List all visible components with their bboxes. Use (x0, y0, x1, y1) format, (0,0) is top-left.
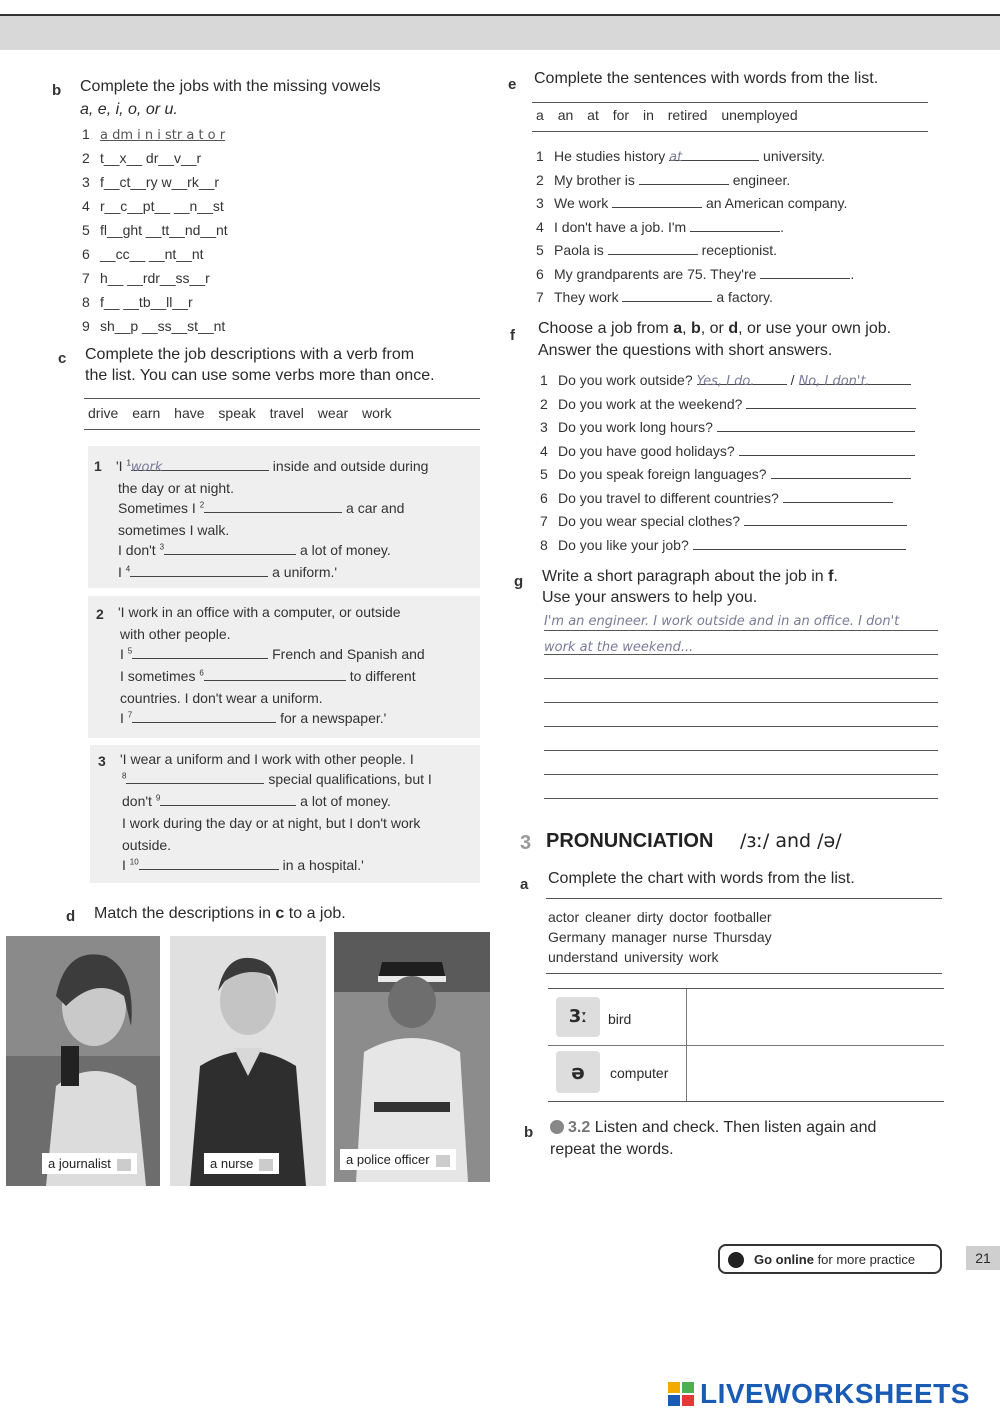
sentence-item-text: They work (554, 289, 623, 305)
sentence-item-number: 7 (536, 289, 544, 305)
sentence-item-text: I don't have a job. I'm (554, 218, 691, 235)
photo-police-officer (334, 932, 490, 1182)
sentence-gap-2[interactable] (639, 172, 729, 185)
box-3-line-3-text: don't (122, 793, 156, 809)
section-b-letter: b (52, 82, 62, 99)
word-at: at (587, 107, 599, 123)
bird-icon: 3ː (556, 997, 600, 1037)
pron-chart-answer-bird[interactable] (690, 993, 940, 1041)
pron-b-title-1 (550, 1117, 876, 1138)
gap-9-number: 9 (155, 793, 161, 803)
answer-separator: / (790, 372, 795, 388)
sentence-item-text: My brother is (554, 171, 639, 188)
vowel-item-word[interactable]: h__ __rdr__ss__r (100, 270, 210, 286)
sentence-item-4 (536, 219, 784, 235)
section-f-bold-d: d (728, 320, 739, 337)
box-1-line-2: the day or at night. (118, 480, 234, 496)
pron-chart-word-computer: computer (610, 1065, 669, 1081)
word-an: an (557, 107, 574, 123)
vowel-item-word[interactable]: fl__ght __tt__nd__nt (100, 222, 228, 238)
section-c-word-list (84, 398, 480, 430)
sentence-item-end: . (780, 218, 784, 235)
question-item-number: 6 (540, 489, 548, 506)
sentence-gap-6[interactable] (760, 266, 850, 279)
question-item-8 (540, 537, 906, 553)
answer-gap-4[interactable] (739, 443, 916, 456)
photo-label-nurse-text: a nurse (210, 1156, 254, 1171)
section-g-example-1: I'm an engineer. I work outside and in an office. I don't (544, 614, 900, 629)
box-1-line-5-text: I don't (118, 542, 160, 558)
gap-5-field[interactable] (132, 646, 268, 659)
section-g-title-bold: f (828, 568, 834, 585)
sentence-item-end: an American company. (702, 195, 848, 211)
vowel-item-number: 2 (82, 150, 90, 166)
question-item-7 (540, 513, 907, 529)
sentence-item-text: My grandparents are 75. They're (554, 265, 761, 282)
answer-gap-no[interactable] (798, 372, 911, 389)
question-item-text: Do you speak foreign languages? (558, 466, 767, 482)
box-3-line-6-end: in a hospital.' (282, 857, 364, 873)
pronunciation-title: PRONUNCIATION (546, 830, 714, 852)
box-1-line-1-end: inside and outside during (272, 458, 429, 474)
vowel-item-2 (82, 150, 201, 166)
photo-label-journalist-text: a journalist (48, 1156, 111, 1171)
sentence-item-1 (536, 148, 825, 164)
pron-a-title: Complete the chart with words from the list. (548, 870, 855, 887)
box-1-line-3-end: a car and (346, 500, 405, 516)
vowel-item-7 (82, 270, 210, 286)
vowel-item-8 (82, 294, 193, 310)
word-have: have (174, 405, 205, 421)
word-a: a (536, 107, 544, 123)
box-1-number: 1 (94, 458, 102, 474)
question-item-number: 1 (540, 372, 548, 388)
box-1-line-1 (116, 458, 428, 474)
question-item-number: 5 (540, 466, 548, 482)
pronunciation-number: 3 (520, 832, 532, 854)
vowel-item-number: 9 (82, 318, 90, 334)
description-box-2 (88, 596, 480, 738)
sentence-item-end: engineer. (728, 171, 791, 188)
section-c-title-2: the list. You can use some verbs more than once. (85, 367, 435, 384)
box-3-number: 3 (98, 753, 106, 769)
sentence-item-6 (536, 266, 854, 282)
section-e-title: Complete the sentences with words from the list. (534, 70, 879, 87)
photo-label-nurse (204, 1153, 279, 1174)
word-for: for (612, 107, 630, 123)
sentence-gap-4[interactable] (690, 219, 780, 232)
sentence-gap-1[interactable] (669, 148, 759, 165)
section-b-subtitle: a, e, i, o, or u. (80, 101, 178, 118)
vowel-item-number: 6 (82, 246, 90, 262)
box-1-line-6-text: I (118, 564, 126, 580)
box-1-line-6-end: a uniform.' (272, 564, 338, 580)
section-c-letter: c (58, 350, 67, 367)
pron-words-3: understand university work (548, 949, 719, 965)
sentence-item-end: university. (759, 148, 826, 164)
box-2-line-4-end: to different (349, 668, 416, 684)
box-1-line-1-text: 'I (116, 458, 127, 474)
pron-b-letter: b (524, 1124, 534, 1141)
section-g-title-end: . (833, 568, 838, 585)
question-item-6 (540, 490, 893, 506)
section-d-title (94, 903, 346, 924)
go-online-bold: Go online (754, 1252, 814, 1267)
question-item-1 (540, 372, 911, 388)
photo-label-journalist (42, 1153, 137, 1174)
box-2-line-6-text: I (120, 710, 128, 726)
section-f-title-end: , or use your own job. (738, 320, 892, 337)
sentence-item-number: 3 (536, 195, 544, 211)
sentence-item-3 (536, 195, 847, 211)
gap-6-field[interactable] (204, 668, 346, 681)
box-3-line-4: I work during the day or at night, but I don't work (122, 815, 421, 831)
pron-word-list (546, 898, 942, 974)
vowel-item-4 (82, 198, 224, 214)
gap-8-field[interactable] (126, 771, 264, 784)
sentence-item-number: 4 (536, 218, 544, 235)
word-in: in (642, 107, 654, 123)
word-earn: earn (132, 405, 161, 421)
section-e-word-list (532, 102, 928, 132)
audio-icon[interactable] (550, 1120, 564, 1134)
nurse-illustration (170, 936, 326, 1186)
question-item-number: 7 (540, 513, 548, 529)
word-travel: travel (269, 405, 304, 421)
pron-chart-row-bird (548, 989, 944, 1046)
answer-yes-example: Yes, I do. (696, 374, 755, 389)
answer-box-journalist[interactable] (117, 1159, 131, 1171)
gap-1-field[interactable] (130, 458, 269, 475)
section-g-title-1 (542, 566, 838, 587)
answer-gap-7[interactable] (744, 513, 906, 526)
gap-10-number: 10 (129, 857, 139, 867)
section-f-sep-1: , (682, 320, 691, 337)
answer-gap-8[interactable] (693, 537, 906, 550)
box-2-line-2: with other people. (120, 626, 231, 642)
box-2-number: 2 (96, 606, 104, 622)
pron-b-title-text: Listen and check. Then listen again and (590, 1119, 877, 1136)
box-2-line-4 (120, 668, 416, 684)
pron-b-title-2: repeat the words. (550, 1141, 674, 1158)
box-2-line-4-text: I sometimes (120, 668, 200, 684)
sentence-item-5 (536, 242, 777, 258)
question-item-text: Do you wear special clothes? (558, 513, 741, 529)
gap-7-number: 7 (127, 710, 133, 720)
answer-no-example: No, I don't. (798, 374, 870, 389)
box-2-line-3 (120, 646, 425, 662)
writing-line[interactable] (544, 726, 938, 727)
photo-label-police (340, 1149, 456, 1170)
page-header-band (0, 14, 1000, 50)
box-2-line-3-text: I (120, 646, 128, 662)
gap-3-number: 3 (159, 542, 165, 552)
box-1-line-4: sometimes I walk. (118, 522, 230, 538)
question-item-number: 3 (540, 419, 548, 435)
section-d-title-text: Match the descriptions in (94, 905, 276, 922)
vowel-item-number: 1 (82, 126, 90, 142)
box-2-line-5: countries. I don't wear a uniform. (120, 690, 323, 706)
vowel-item-3 (82, 174, 219, 190)
answer-gap-2[interactable] (746, 396, 916, 409)
sentence-item-number: 1 (536, 148, 544, 164)
section-e-letter: e (508, 76, 517, 93)
box-1-line-3 (118, 500, 404, 516)
word-wear: wear (317, 405, 349, 421)
computer-icon: ə (556, 1051, 600, 1093)
sentence-item-7 (536, 289, 773, 305)
gap-8-number: 8 (122, 771, 127, 781)
box-2-line-1: 'I work in an office with a computer, or outside (118, 604, 401, 620)
box-3-line-6-text: I (122, 857, 130, 873)
question-item-3 (540, 419, 915, 435)
section-f-bold-a: a (673, 320, 683, 337)
gap-5-number: 5 (127, 646, 133, 656)
pron-chart-answer-computer[interactable] (690, 1049, 940, 1095)
liveworksheets-logo-icon (668, 1382, 694, 1406)
box-3-line-6 (122, 857, 364, 873)
sentence-gap-7[interactable] (622, 289, 712, 302)
go-online-label (754, 1252, 915, 1267)
box-1-line-6 (118, 564, 337, 580)
pron-words-1: actor cleaner dirty doctor footballer (548, 909, 772, 925)
box-1-line-5-end: a lot of money. (299, 542, 391, 558)
section-g-title-2: Use your answers to help you. (542, 589, 758, 606)
cursor-icon (728, 1252, 744, 1268)
vowel-item-number: 7 (82, 270, 90, 286)
vowel-item-word[interactable]: __cc__ __nt__nt (100, 246, 204, 262)
vowel-item-6 (82, 246, 204, 262)
gap-4-field[interactable] (130, 564, 268, 577)
answer-box-police[interactable] (436, 1155, 450, 1167)
sentence-item-end: . (850, 265, 855, 282)
sentence-item-2 (536, 172, 790, 188)
answer-gap-3[interactable] (717, 419, 915, 432)
go-online-rest: for more practice (813, 1252, 916, 1267)
box-1-line-3-text: Sometimes I (118, 500, 200, 516)
question-item-text: Do you work at the weekend? (558, 395, 743, 412)
answer-box-nurse[interactable] (259, 1159, 273, 1171)
gap-1-answer: work (130, 460, 163, 475)
box-3-line-2 (122, 771, 432, 787)
word-drive: drive (88, 405, 119, 421)
writing-line[interactable] (544, 678, 938, 679)
vowel-item-word[interactable]: f__ct__ry w__rk__r (100, 174, 220, 190)
sentence-item-text: Paola is (554, 242, 608, 258)
photo-journalist (6, 936, 160, 1186)
section-d-title-bold: c (275, 905, 285, 922)
section-f-letter: f (510, 327, 515, 344)
box-3-line-5: outside. (122, 837, 172, 853)
photo-nurse (170, 936, 326, 1186)
question-item-text: Do you work long hours? (558, 419, 713, 435)
section-d-title-end: to a job. (284, 905, 346, 922)
vowel-item-word[interactable]: r__c__pt__ __n__st (100, 198, 224, 214)
sentence-item-number: 2 (536, 171, 544, 188)
answer-gap-yes[interactable] (696, 372, 787, 389)
answer-gap-6[interactable] (783, 490, 893, 503)
writing-line[interactable] (544, 750, 938, 751)
description-box-3 (90, 745, 480, 883)
box-2-line-6 (120, 710, 386, 726)
gap-2-number: 2 (199, 500, 205, 510)
sentence-gap-3[interactable] (612, 195, 702, 208)
vowel-item-word[interactable]: f__ __tb__ll__r (100, 294, 193, 310)
section-b-title: Complete the jobs with the missing vowels (80, 78, 381, 95)
question-item-text: Do you work outside? (558, 372, 693, 388)
vowel-item-word[interactable]: t__x__ dr__v__r (100, 150, 202, 166)
pron-chart (548, 988, 944, 1102)
sentence-gap-answer: at (669, 150, 683, 165)
gap-3-field[interactable] (164, 542, 296, 555)
vowel-item-word[interactable]: sh__p __ss__st__nt (100, 318, 226, 334)
gap-1-number: 1 (126, 458, 131, 468)
vowel-item-1 (82, 126, 225, 143)
go-online-button[interactable] (718, 1244, 942, 1274)
pron-a-letter: a (520, 876, 529, 893)
vowel-item-number: 8 (82, 294, 90, 310)
section-f-title-text: Choose a job from (538, 320, 674, 337)
gap-4-number: 4 (125, 564, 131, 574)
question-item-4 (540, 443, 915, 459)
photo-label-police-text: a police officer (346, 1152, 430, 1167)
section-f-title-2: Answer the questions with short answers. (538, 342, 833, 359)
pronunciation-symbols: /ɜː/ and /ə/ (740, 830, 842, 852)
vowel-item-9 (82, 318, 225, 334)
pron-chart-row-computer (548, 1045, 944, 1100)
question-item-number: 8 (540, 536, 548, 553)
vowel-item-number: 5 (82, 222, 90, 238)
box-3-line-3 (122, 793, 391, 809)
box-2-line-3-end: French and Spanish and (272, 646, 425, 662)
sentence-item-number: 6 (536, 265, 544, 282)
gap-9-field[interactable] (160, 793, 296, 806)
gap-6-number: 6 (199, 668, 204, 678)
sentence-item-number: 5 (536, 242, 544, 258)
writing-line[interactable] (544, 774, 938, 775)
answer-gap-5[interactable] (771, 466, 912, 479)
section-f-title-1 (538, 318, 891, 339)
question-item-number: 4 (540, 442, 548, 459)
audio-track-number: 3.2 (568, 1119, 591, 1136)
vowel-item-number: 4 (82, 198, 90, 214)
box-3-line-3-end: a lot of money. (300, 793, 391, 809)
box-3-line-1: 'I wear a uniform and I work with other people. I (120, 751, 414, 767)
word-unemployed: unemployed (721, 107, 798, 123)
vowel-item-number: 3 (82, 174, 90, 190)
word-work: work (362, 405, 392, 421)
sentence-item-text: We work (554, 195, 613, 211)
journalist-illustration (6, 936, 160, 1186)
sentence-item-text: He studies history (554, 148, 670, 164)
gap-10-field[interactable] (139, 857, 279, 870)
section-f-bold-b: b (690, 320, 701, 337)
gap-7-field[interactable] (132, 710, 276, 723)
section-g-title-text: Write a short paragraph about the job in (542, 568, 829, 585)
question-item-text: Do you have good holidays? (558, 442, 735, 459)
section-f-sep-2: , or (700, 320, 729, 337)
section-g-letter: g (514, 573, 524, 590)
writing-line[interactable] (544, 654, 938, 655)
question-item-5 (540, 466, 911, 482)
box-1-line-5 (118, 542, 391, 558)
question-item-text: Do you like your job? (558, 536, 689, 553)
pron-chart-word-bird: bird (608, 1011, 632, 1027)
police-illustration (334, 932, 490, 1182)
writing-line[interactable] (544, 630, 938, 631)
box-3-line-2-end: special qualifications, but I (268, 771, 432, 787)
pron-words-2: Germany manager nurse Thursday (548, 929, 772, 945)
sentence-item-end: a factory. (712, 289, 773, 305)
question-item-2 (540, 396, 916, 412)
vowel-item-word[interactable]: a dm i n i str a t o r (100, 128, 226, 143)
writing-line[interactable] (544, 702, 938, 703)
writing-line[interactable] (544, 798, 938, 799)
sentence-gap-5[interactable] (608, 242, 698, 255)
section-g-example-2: work at the weekend... (544, 640, 694, 655)
question-item-number: 2 (540, 395, 548, 412)
page-number: 21 (966, 1246, 1000, 1270)
sentence-item-end: receptionist. (697, 242, 778, 258)
gap-2-field[interactable] (204, 500, 342, 513)
liveworksheets-brand: LIVEWORKSHEETS (700, 1378, 970, 1409)
box-2-line-6-end: for a newspaper.' (280, 710, 387, 726)
section-c-title-1: Complete the job descriptions with a verb from (85, 346, 415, 363)
vowel-item-5 (82, 222, 228, 238)
description-box-1 (88, 446, 480, 588)
word-speak: speak (218, 405, 256, 421)
word-retired: retired (667, 107, 708, 123)
section-d-letter: d (66, 908, 76, 925)
question-item-text: Do you travel to different countries? (558, 489, 779, 506)
